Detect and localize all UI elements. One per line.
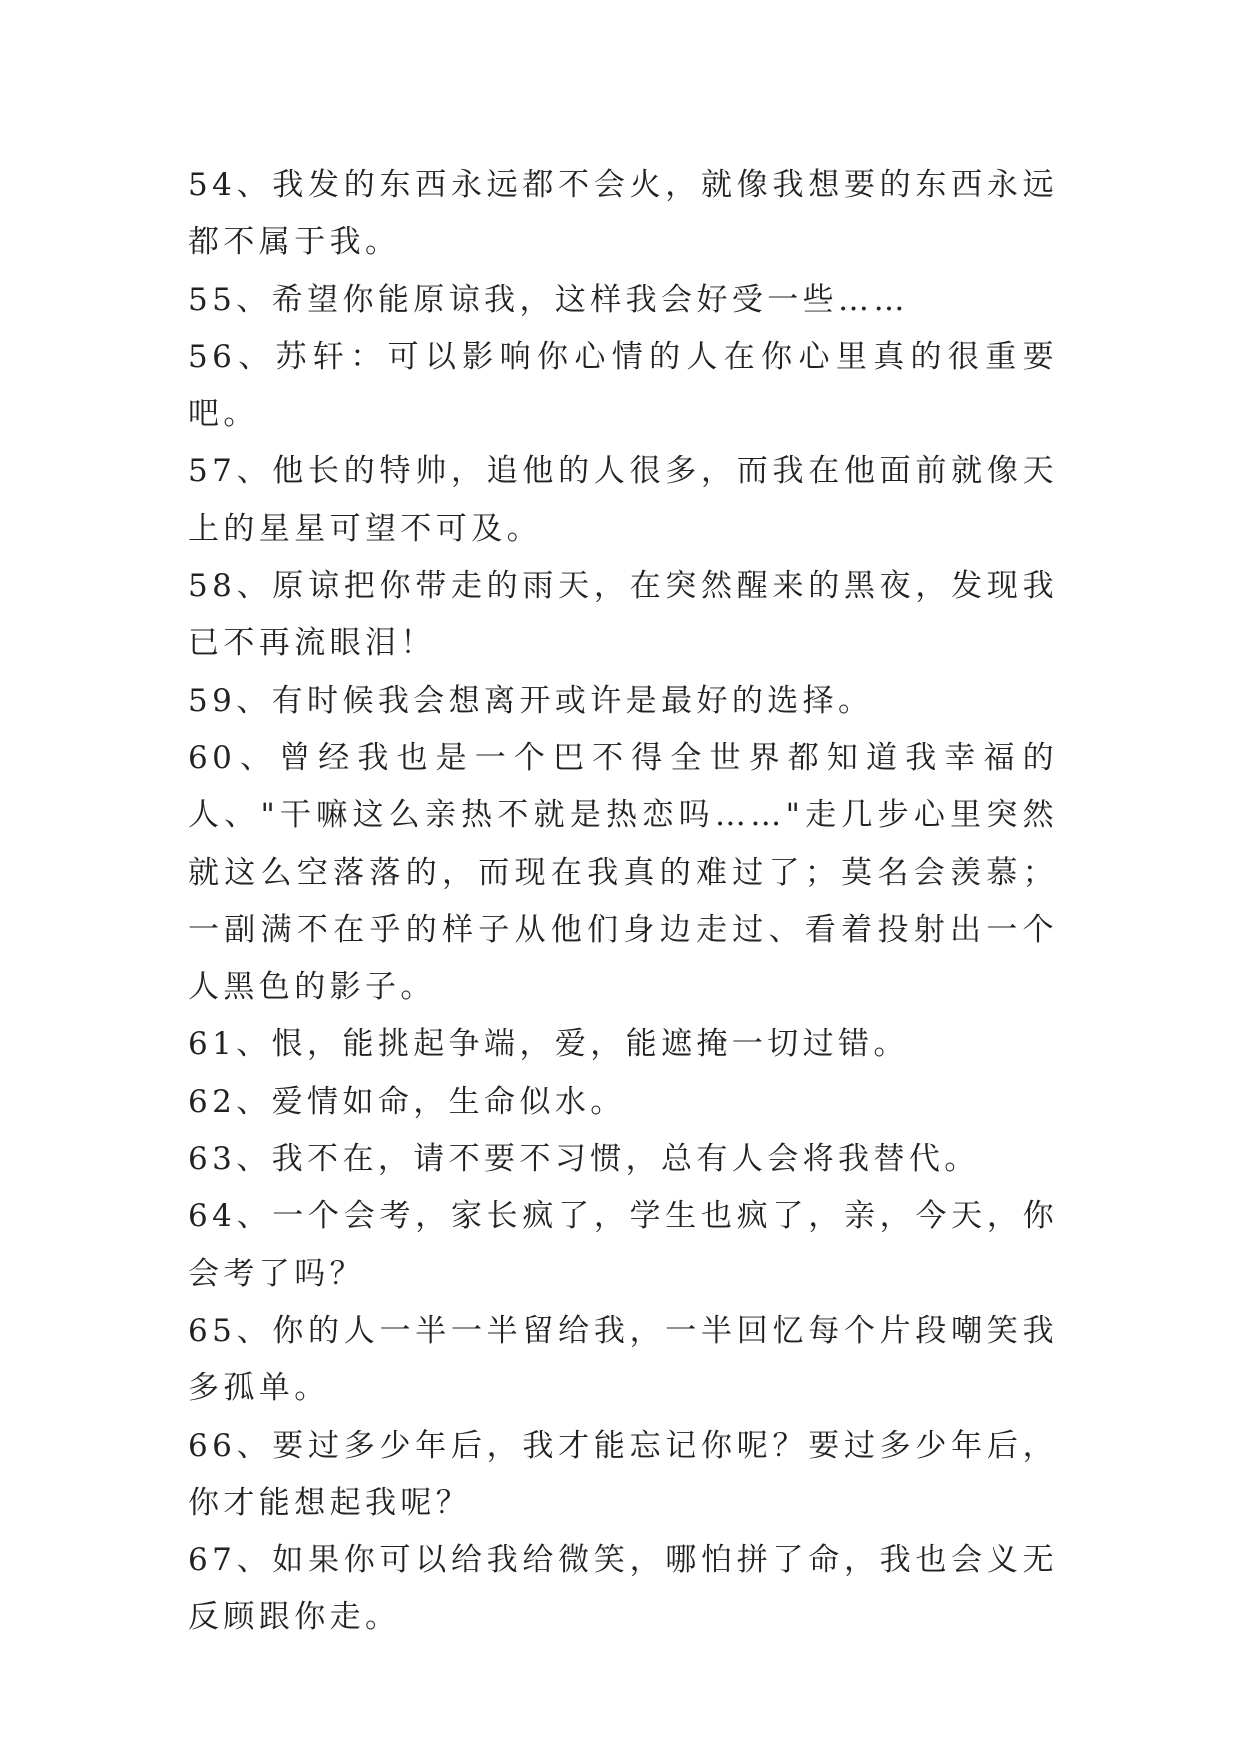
list-item: 60、曾经我也是一个巴不得全世界都知道我幸福的人、"干嘛这么亲热不就是热恋吗……"走几步心里突然就这么空落落的，而现在我真的难过了；莫名会羡慕；一副满不在乎的样子从他们身边走过、看着投射出一个人黑色的影子。 [188, 739, 1058, 1006]
document-body [188, 157, 1058, 1647]
list-item: 66、要过多少年后，我才能忘记你呢？要过多少年后，你才能想起我呢？ [188, 1427, 1058, 1521]
list-item: 57、他长的特帅，追他的人很多，而我在他面前就像天上的星星可望不可及。 [188, 453, 1058, 547]
list-item: 62、爱情如命，生命似水。 [188, 1083, 626, 1120]
list-item: 54、我发的东西永远都不会火，就像我想要的东西永远都不属于我。 [188, 167, 1058, 261]
list-item: 64、一个会考，家长疯了，学生也疯了，亲，今天，你会考了吗？ [188, 1198, 1058, 1292]
list-item: 61、恨，能挑起争端，爱，能遮掩一切过错。 [188, 1026, 909, 1063]
list-item: 59、有时候我会想离开或许是最好的选择。 [188, 682, 874, 719]
list-item: 67、如果你可以给我给微笑，哪怕拼了命，我也会义无反顾跟你走。 [188, 1542, 1058, 1636]
list-item: 58、原谅把你带走的雨天，在突然醒来的黑夜，发现我已不再流眼泪！ [188, 568, 1058, 662]
list-item: 55、希望你能原谅我，这样我会好受一些…… [188, 281, 909, 318]
list-item: 65、你的人一半一半留给我，一半回忆每个片段嘲笑我多孤单。 [188, 1312, 1058, 1407]
list-item: 56、苏轩：可以影响你心情的人在你心里真的很重要吧。 [188, 338, 1058, 433]
list-item: 63、我不在，请不要不习惯，总有人会将我替代。 [188, 1141, 980, 1178]
